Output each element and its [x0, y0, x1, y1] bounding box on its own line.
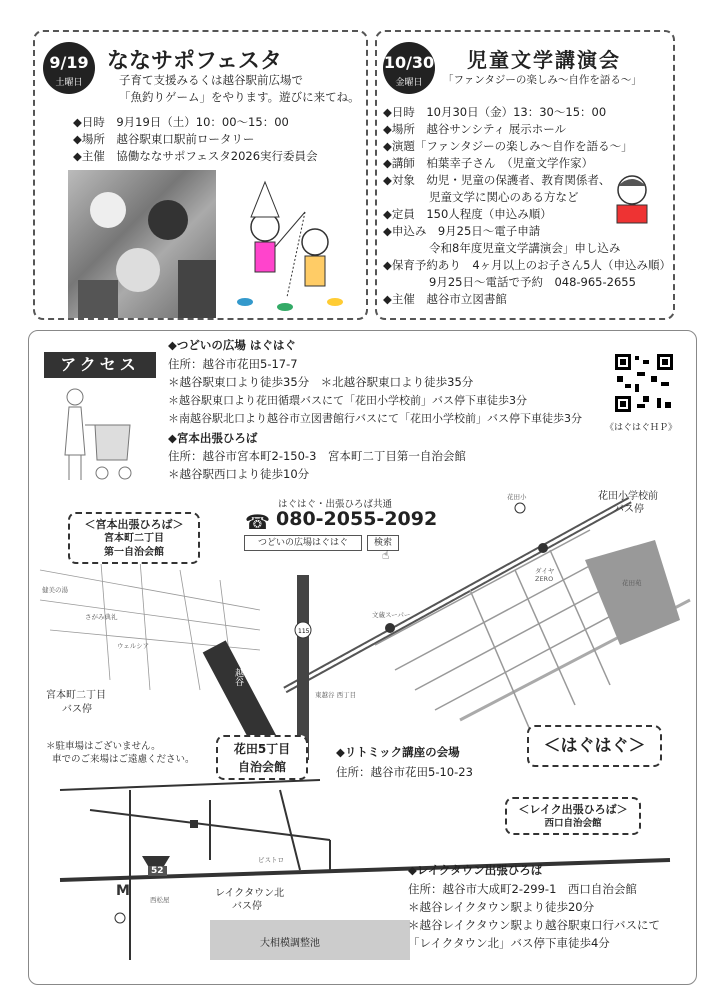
hanada5-callout-line1: 花田5丁目: [233, 742, 291, 756]
mother-stroller-illustration: [55, 385, 140, 485]
event2-detail-1: ◆場所 越谷サンシティ 展示ホール: [383, 122, 566, 136]
miyamoto-callout-title: ＜宮本出張ひろば＞: [84, 518, 184, 531]
phone-icon: ☎: [245, 510, 270, 534]
label-r52: 52: [148, 866, 167, 876]
search-box[interactable]: つどいの広場はぐはぐ: [244, 535, 362, 551]
photo-people-shapes: [68, 170, 216, 318]
lake-bus-stop-2: バス停: [232, 901, 262, 912]
miyamoto-bus-stop-1: 宮本町二丁目: [46, 690, 106, 701]
label-hanada-park: 花田苑: [622, 579, 642, 587]
phone-caption: はぐはぐ・出張ひろば共通: [278, 499, 393, 510]
event1-photo: [68, 170, 216, 318]
label-yunomi: 健美の湯: [42, 586, 68, 594]
route-115-label: 115: [298, 628, 310, 635]
lake-bus-stop-1: レイクタウン北: [215, 888, 285, 899]
rhythmic-address: 住所：越谷市花田5-10-23: [336, 765, 473, 779]
haguhagu-callout: [527, 725, 662, 767]
event2-detail-9: ◆保育予約あり 4ヶ月以上のお子さん5人（申込み順）: [383, 258, 671, 272]
phone-number[interactable]: 080-2055-2092: [276, 508, 438, 530]
hagu-title: ◆つどいの広場 はぐはぐ: [168, 338, 296, 352]
label-welcia: ウェルシア: [117, 642, 150, 650]
hanada5-callout-line2: 自治会館: [237, 760, 286, 774]
search-button[interactable]: 検索: [367, 535, 399, 551]
cursor-icon: ☝: [382, 548, 390, 562]
parking-note-1: ＊駐車場はございません。: [46, 741, 161, 752]
event2-weekday: 金曜日: [395, 78, 423, 88]
event2-detail-7: ◆申込み 9月25日～電子申請: [383, 224, 541, 238]
event2-detail-0: ◆日時 10月30日（金）13：30～15：00: [383, 105, 607, 119]
event1-date-badge: [43, 42, 95, 94]
lake-callout: [505, 797, 641, 835]
event2-detail-6: ◆定員 150人程度（申込み順）: [383, 207, 552, 221]
miyamoto-line-0: 住所：越谷市宮本町2-150-3 宮本町二丁目第一自治会館: [168, 449, 466, 463]
mcdonalds-icon: M: [116, 883, 130, 899]
event2-panel: [375, 30, 675, 320]
event1-title: ななサポフェスタ: [107, 49, 282, 74]
lake-line-1: ＊越谷レイクタウン駅より徒歩20分: [408, 900, 595, 914]
label-bistro: ビストロ: [258, 856, 284, 864]
miyamoto-title: ◆宮本出張ひろば: [168, 431, 258, 445]
event2-detail-2: ◆演題「ファンタジーの楽しみ～自作を語る～」: [383, 139, 633, 153]
label-kagami: さがみ典礼: [85, 613, 118, 621]
label-daiya: ダイヤ: [535, 567, 555, 575]
label-koshigaya-nishi: 東越谷 西丁目: [315, 691, 357, 699]
lake-line-2: ＊越谷レイクタウン駅より越谷駅東口行バスにて: [408, 918, 660, 932]
qr-caption: 《はぐはぐＨＰ》: [605, 423, 678, 433]
reading-child-illustration: [607, 172, 657, 227]
haguhagu-callout-text: ＜はぐはぐ＞: [543, 736, 646, 756]
event1-detail-1: ◆場所 越谷駅東口駅前ロータリー: [73, 132, 255, 146]
hanada5-callout: [216, 735, 308, 780]
miyamoto-callout-line2: 宮本町二丁目: [104, 533, 164, 544]
access-label: アクセス: [44, 352, 156, 378]
event2-detail-4: ◆対象 幼児・児童の保護者、教育関係者、: [383, 173, 611, 187]
lake-title: ◆レイクタウン出張ひろば: [408, 863, 543, 877]
label-bunsho: 文蔵スーパー: [372, 611, 411, 619]
label-hanadasho: 花田小: [507, 493, 527, 501]
lake-line-0: 住所：越谷市大成町2-299-1 西口自治会館: [408, 882, 637, 896]
pond-label: 大相模調整池: [260, 938, 320, 949]
qr-code[interactable]: [613, 352, 675, 414]
hagu-line-1: ＊越谷駅東口より徒歩35分 ＊北越谷駅東口より徒歩35分: [168, 375, 474, 389]
event2-detail-11: ◆主催 越谷市立図書館: [383, 292, 507, 306]
event2-detail-8: 令和8年度児童文学講演会」申し込み: [383, 241, 621, 255]
lake-callout-title: ＜レイク出張ひろば＞: [518, 803, 628, 816]
hagu-line-0: 住所：越谷市花田5-17-7: [168, 357, 298, 371]
event1-weekday: 土曜日: [55, 78, 83, 88]
parking-note-2: 車でのご来場はご遠慮ください。: [52, 754, 195, 765]
miyamoto-line-1: ＊越谷駅西口より徒歩10分: [168, 467, 310, 481]
hagu-line-2: ＊越谷駅東口より花田循環バスにて「花田小学校前」バス停下車徒歩3分: [168, 394, 527, 407]
hanada-bus-stop-2: バス停: [614, 504, 644, 515]
miyamoto-callout-line3: 第一自治会館: [104, 547, 164, 558]
lake-callout-sub: 西口自治会館: [544, 818, 602, 829]
event2-date: 10/30: [383, 53, 435, 72]
event1-desc-2: 「魚釣りゲーム」をやります。遊びに来てね。: [119, 90, 360, 104]
event2-subtitle: 「ファンタジーの楽しみ～自作を語る～」: [443, 74, 642, 86]
event1-detail-2: ◆主催 協働ななサポフェスタ2026実行委員会: [73, 149, 318, 163]
event2-detail-3: ◆講師 柏葉幸子さん （児童文学作家）: [383, 156, 594, 170]
koshigaya-station-label: 越谷: [233, 668, 243, 686]
hanada-bus-stop-1: 花田小学校前: [598, 491, 658, 502]
event2-detail-10: 9月25日～電話で予約 048-965-2655: [383, 275, 636, 289]
event1-panel: [33, 30, 368, 320]
rhythmic-title: ◆リトミック講座の会場: [336, 745, 460, 759]
fishing-kids-illustration: [225, 172, 360, 317]
miyamoto-callout: [68, 512, 200, 564]
event2-date-badge: [383, 42, 435, 94]
hagu-line-3: ＊南越谷駅北口より越谷市立図書館行バスにて「花田小学校前」バス停下車徒歩3分: [168, 412, 582, 425]
event1-detail-0: ◆日時 9月19日（土）10：00～15：00: [73, 115, 289, 129]
lake-line-3: 「レイクタウン北」バス停下車徒歩4分: [408, 936, 610, 950]
event1-date: 9/19: [49, 53, 89, 72]
event1-desc-1: 子育て支援みるくは越谷駅前広場で: [119, 73, 303, 87]
event2-detail-5: 児童文学に関心のある方など: [383, 190, 579, 204]
label-nishimatsuya: 西松屋: [150, 896, 170, 904]
label-zero: ZERO: [535, 575, 554, 583]
miyamoto-bus-stop-2: バス停: [62, 704, 92, 715]
event2-title: 児童文学講演会: [467, 48, 621, 72]
